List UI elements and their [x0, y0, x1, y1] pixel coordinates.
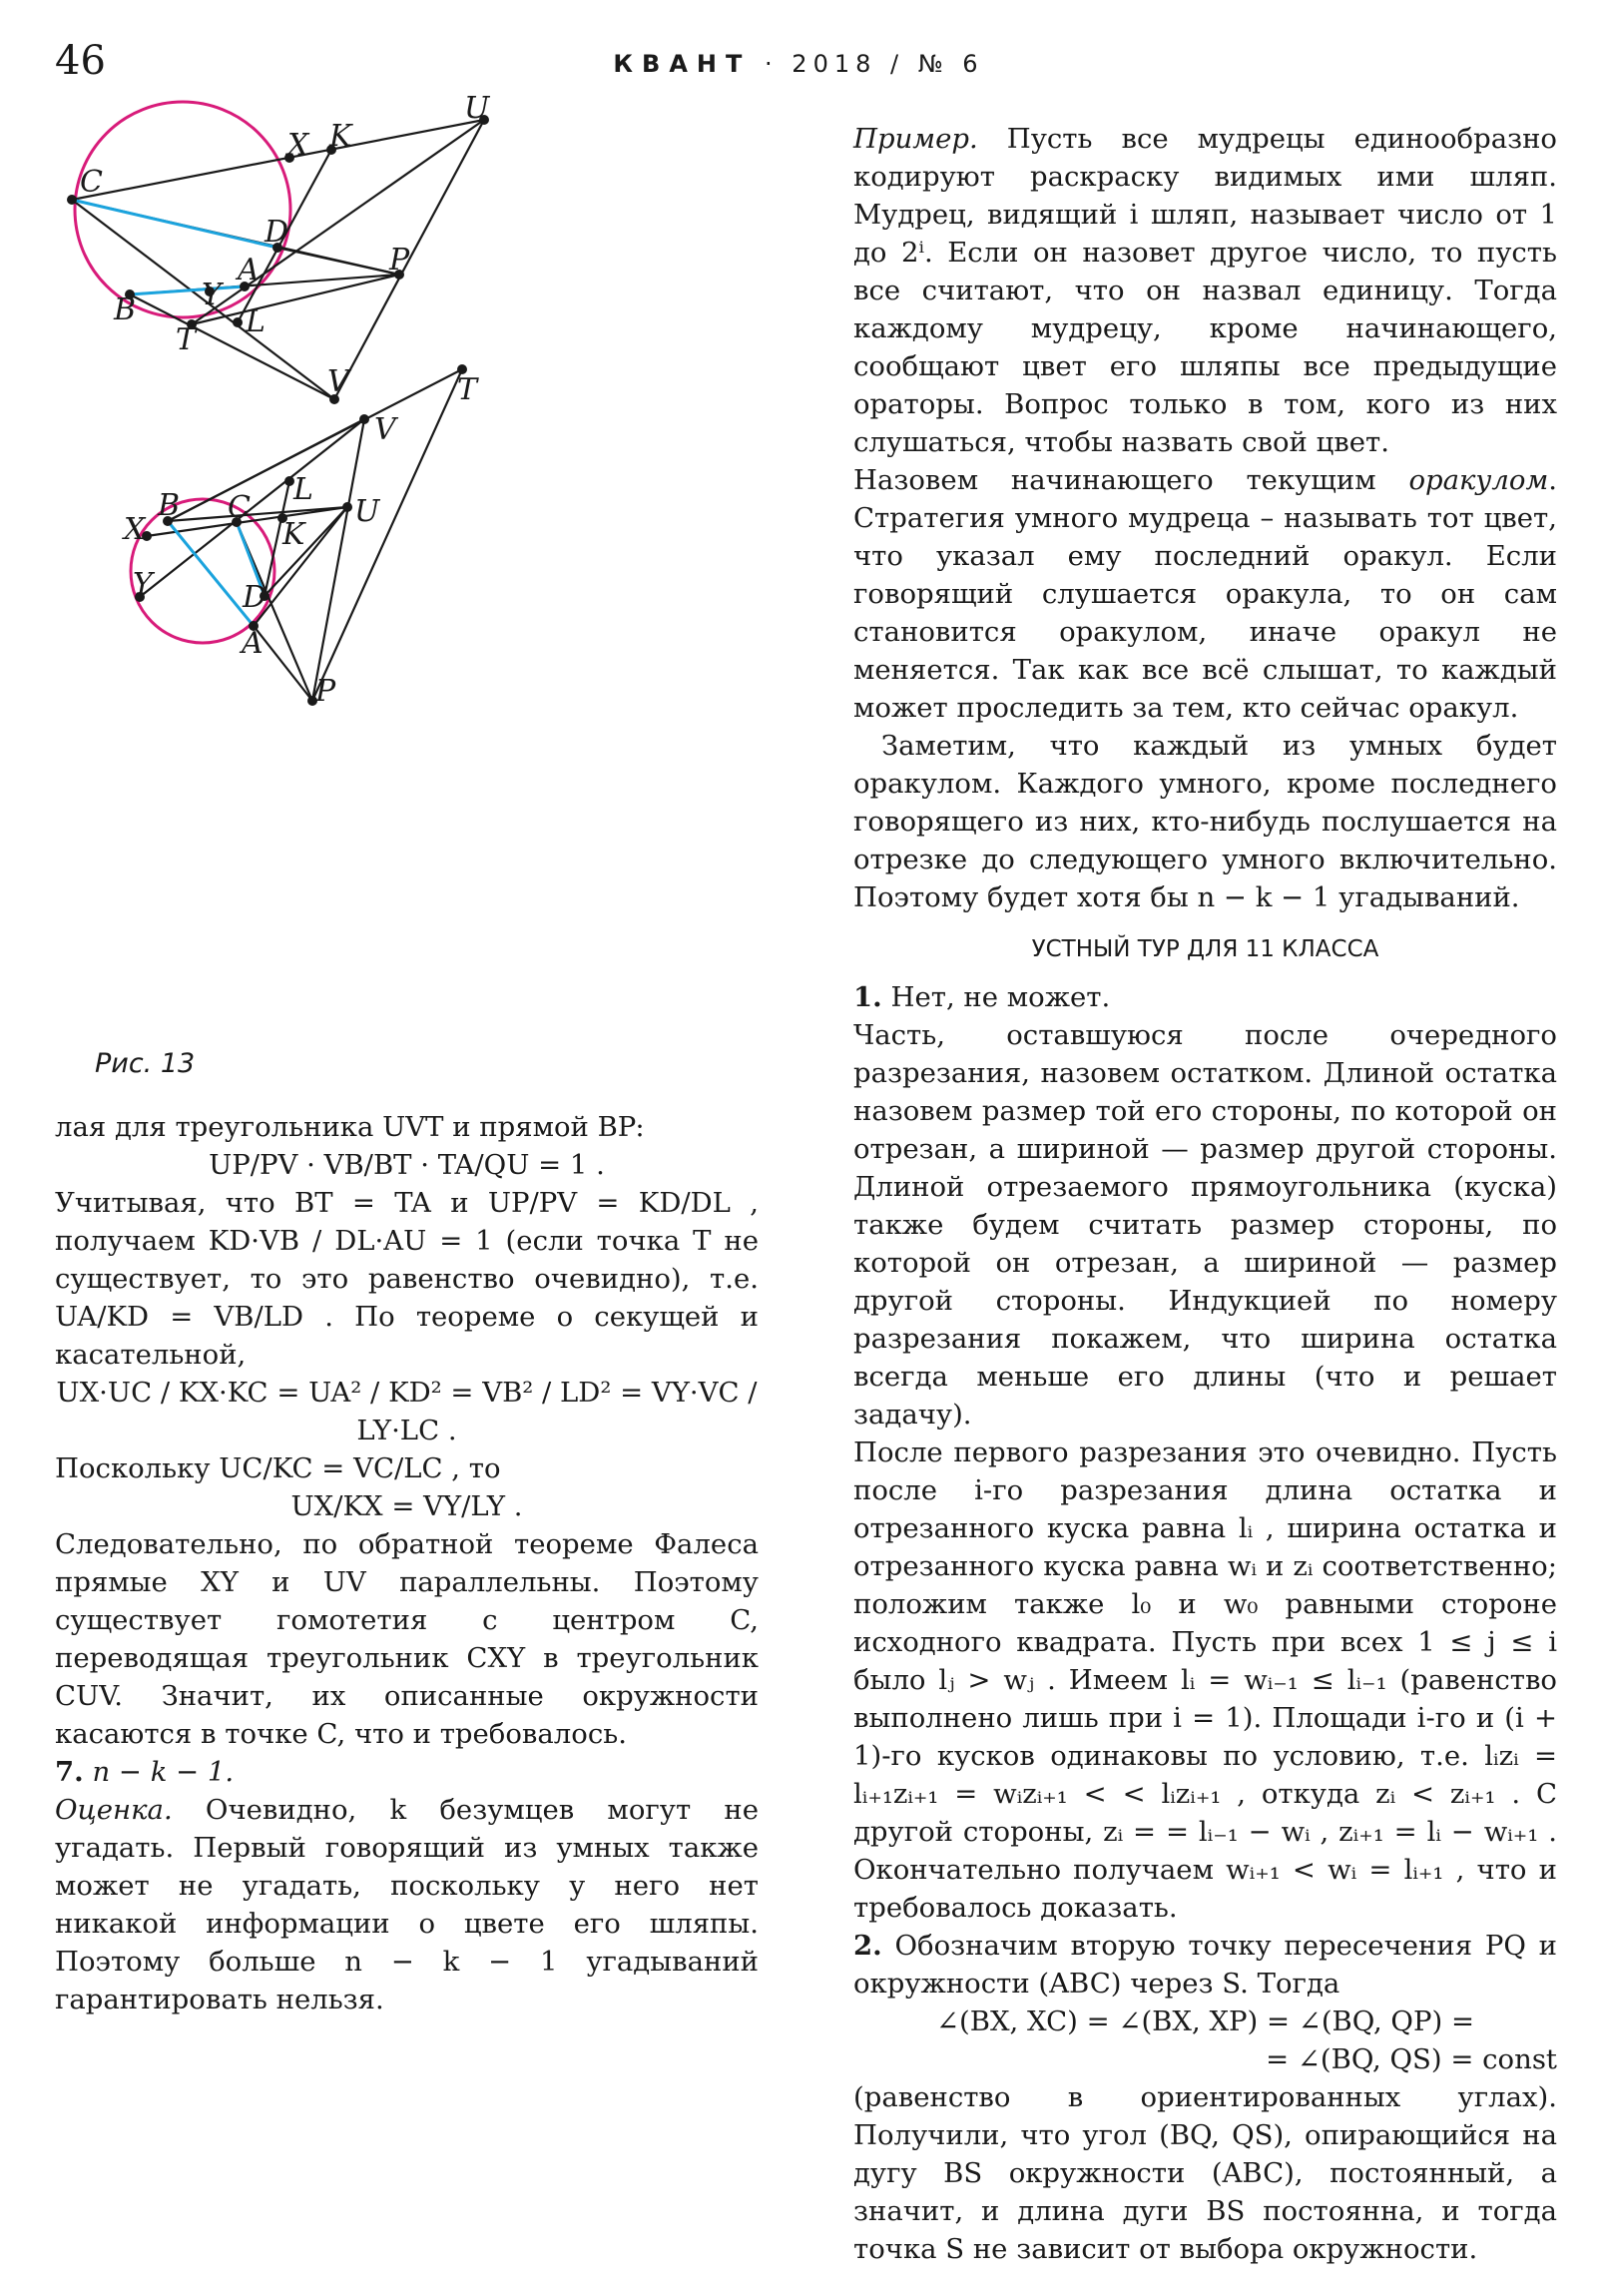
label-top-C: C	[80, 165, 103, 200]
problem-number-7: 7.	[55, 1756, 84, 1788]
right-column	[853, 120, 1557, 2268]
left-paragraph-4: Следовательно, по обратной теореме Фалеса прямые XY и UV параллельны. Поэтому существует гомотетия с центром C, переводящая треугольник CXY в треугольник CUV. Значит, их описанные окружности касаются в точке C, что и требовалось.	[55, 1528, 759, 1750]
label-bottom-C: C	[228, 490, 251, 525]
label-top-T: T	[176, 322, 197, 357]
oracle-term: оракулом	[1408, 464, 1549, 496]
left-formula-1: UP/PV · VB/BT · TA/QU = 1 .	[209, 1149, 605, 1181]
figure-top-labels	[80, 91, 491, 399]
label-bottom-V: V	[374, 412, 396, 447]
example-text: Пусть все мудрецы единообразно кодируют раскраску видимых ими шляп. Мудрец, видящий i шляп, называет число от 1 до 2ⁱ. Если он назовет другое число, то пусть все считают, что он назвал единицу. Тогда каждому мудрецу, кроме начинающего, сообщают цвет его шляпы все предыдущие ораторы. Вопрос только в том, кого из них слушаться, чтобы назвать свой цвет.	[853, 123, 1557, 458]
problem-2-conclusion: (равенство в ориентированных углах). Получили, что угол (BQ, QS), опирающийся на дугу BS окружности (ABC), постоянный, а значит, и длина дуги BS постоянна, и тогда точка S не зависит от выбора окружности.	[853, 2081, 1557, 2265]
problem-1-text-2: После первого разрезания это очевидно. Пусть после i-го разрезания длина остатка и отрезанного куска равна lᵢ , ширина остатка и отрезанного куска равна wᵢ и zᵢ соответственно; положим также l₀ и w₀ равными стороне исходного квадрата. Пусть при всех 1 ≤ j ≤ i было lⱼ > wⱼ . Имеем lᵢ = wᵢ₋₁ ≤ lᵢ₋₁ (равенство выполнено лишь при i = 1). Площади i-го и (i + 1)-го кусков одинаковы по условию, т.е. lᵢzᵢ = lᵢ₊₁zᵢ₊₁ = wᵢzᵢ₊₁ < < lᵢzᵢ₊₁ , откуда zᵢ < zᵢ₊₁ . С другой стороны, zᵢ = = lᵢ₋₁ − wᵢ , zᵢ₊₁ = lᵢ − wᵢ₊₁ . Окончательно получаем wᵢ₊₁ < wᵢ = lᵢ₊₁ , что и требовалось доказать.	[853, 1436, 1557, 1924]
right-paragraph-oracle	[853, 461, 1557, 727]
problem-number-2: 2.	[853, 1930, 882, 1962]
label-bottom-P: P	[315, 674, 336, 709]
label-top-B: B	[114, 292, 137, 327]
left-paragraph-3: Поскольку UC/KC = VC/LC , то	[55, 1452, 501, 1484]
figure-bottom-labels	[122, 372, 479, 709]
label-bottom-T: T	[457, 372, 478, 407]
label-bottom-A: A	[242, 626, 264, 661]
left-paragraph-2: Учитывая, что BT = TA и UP/PV = KD/DL , получаем KD·VB / DL·AU = 1 (если точка T не существует, то это равенство очевидно), т.е. UA/KD = VB/LD . По теореме о секущей и касательной,	[55, 1187, 759, 1371]
problem-1-text: Часть, оставшуюся после очередного разрезания, назовем остатком. Длиной остатка назовем размер той его стороны, по которой он отрезан, а шириной — размер другой стороны. Длиной отрезаемого прямоугольника (куска) также будем считать размер стороны, по которой он отрезан, а шириной — размер другой стороны. Индукцией по номеру разрезания покажем, что ширина остатка всегда меньше его длины (что и решает задачу).	[853, 1019, 1557, 1431]
right-paragraph-example	[853, 120, 1557, 461]
left-paragraph-estimate	[55, 1791, 759, 2018]
label-top-V: V	[327, 364, 349, 399]
header-separator: ·	[765, 50, 779, 78]
left-answer-7	[55, 1753, 759, 1791]
label-bottom-L: L	[293, 472, 313, 507]
example-lead: Пример.	[853, 123, 978, 155]
label-top-P: P	[389, 243, 410, 278]
problem-number-1: 1.	[853, 981, 882, 1013]
oracle-text-b: . Стратегия умного мудреца – называть тот цвет, что указал ему последний оракул. Если говорящий слушается оракула, то он сам становится оракулом, иначе оракул не меняется. Так как все всё слышат, то каждый может проследить за тем, кто сейчас оракул.	[853, 464, 1557, 724]
right-formula-2: = ∠(BQ, QS) = const	[1266, 2043, 1557, 2075]
label-top-D: D	[265, 215, 289, 250]
estimate-text: Очевидно, k безумцев могут не угадать. Первый говорящий из умных также может не угадать, поскольку у него нет никакой информации о цвете его шляпы. Поэтому больше n − k − 1 угадываний гарантировать нельзя.	[55, 1794, 759, 2015]
oracle-text-a: Назовем начинающего текущим	[853, 464, 1376, 496]
label-top-A: A	[238, 253, 260, 287]
problem-1-answer	[853, 978, 1557, 1016]
left-column	[55, 1108, 759, 2018]
label-bottom-K: K	[282, 517, 305, 552]
label-top-X: X	[287, 128, 309, 163]
section-title: УСТНЫЙ ТУР ДЛЯ 11 КЛАССА	[1031, 936, 1379, 962]
right-formula-1: ∠(BX, XC) = ∠(BX, XP) = ∠(BQ, QP) =	[935, 2006, 1474, 2037]
left-formula-2: UX·UC / KX·KC = UA² / KD² = VB² / LD² = VY·VC / LY·LC .	[56, 1377, 758, 1446]
label-bottom-D: D	[243, 580, 267, 615]
label-bottom-Y: Y	[133, 567, 153, 602]
issue-number: 2018 / № 6	[792, 50, 984, 78]
page-number: 46	[55, 38, 106, 84]
right-paragraph-note: Заметим, что каждый из умных будет оракулом. Каждого умного, кроме последнего говорящего из них, кто-нибудь послушается на отрезке до следующего умного включительно. Поэтому будет хотя бы n − k − 1 угадываний.	[853, 730, 1557, 913]
label-top-Y: Y	[202, 278, 222, 312]
figure-caption: Рис. 13	[95, 1048, 196, 1079]
answer-1: Нет, не может.	[890, 981, 1111, 1013]
estimate-lead: Оценка.	[55, 1794, 173, 1826]
label-top-L: L	[246, 304, 266, 339]
problem-2-intro	[853, 1927, 1557, 2003]
problem-2-text: Обозначим вторую точку пересечения PQ и окружности (ABC) через S. Тогда	[853, 1930, 1557, 2000]
label-bottom-X: X	[124, 512, 146, 547]
label-bottom-B: B	[158, 488, 181, 523]
answer-7: n − k − 1.	[92, 1756, 235, 1788]
geometry-figure	[0, 0, 798, 1098]
label-top-U: U	[464, 91, 490, 126]
label-top-K: K	[329, 119, 352, 154]
journal-title: КВАНТ	[613, 50, 752, 78]
left-paragraph-1: лая для треугольника UVT и прямой BP:	[55, 1111, 645, 1143]
left-formula-3: UX/KX = VY/LY .	[290, 1490, 523, 1522]
label-bottom-U: U	[354, 494, 380, 529]
